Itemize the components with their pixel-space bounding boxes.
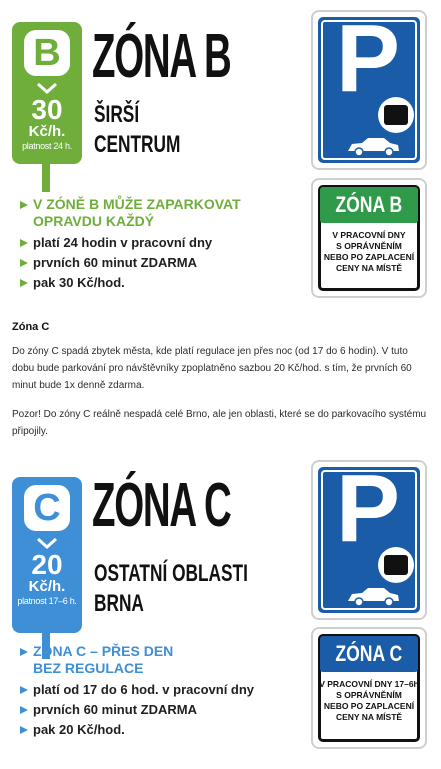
zone-title: ZÓNA B	[92, 22, 231, 91]
subtitle-line: CENTRUM	[94, 131, 181, 158]
car-icon	[344, 585, 402, 607]
parking-sign	[311, 5, 427, 170]
bullet-item: pak 20 Kč/hod.	[18, 720, 254, 740]
bullet-item: platí od 17 do 6 hod. v pracovní dny	[18, 680, 254, 700]
pole-price: 30	[31, 94, 63, 125]
zone-subtitle	[94, 100, 180, 160]
zone-c-pole-sign	[12, 477, 82, 633]
subtitle-line: ŠIRŠÍ	[94, 101, 140, 128]
zone-bullet-list	[18, 196, 241, 293]
chevron-down-icon	[36, 82, 58, 94]
bullet-item: pak 30 Kč/hod.	[18, 273, 241, 293]
paragraph: Pozor! Do zóny C reálně nespadá celé Brno, ale jen oblasti, které se do parkovacího systému připojily.	[12, 409, 427, 437]
pole-letter: B	[24, 30, 70, 76]
pole-unit: Kč/h.	[28, 578, 66, 595]
subtitle-line: BRNA	[94, 590, 144, 617]
parking-p-letter: P	[336, 5, 401, 112]
section-heading: Zóna C	[12, 321, 50, 333]
pole-unit: Kč/h.	[28, 123, 66, 140]
pole-validity: platnost 17–6 h.	[17, 596, 77, 606]
zone-text-sign	[311, 627, 427, 749]
zone-c-infographic	[0, 455, 441, 769]
pole-price: 20	[31, 549, 63, 580]
chevron-down-icon	[36, 537, 58, 549]
parking-p-letter: P	[336, 455, 401, 562]
zone-bullet-list	[18, 643, 254, 740]
zone-sign-conditions: V PRACOVNÍ DNY S OPRÁVNĚNÍM NEBO PO ZAPLACENÍ CENY NA MÍSTĚ	[323, 230, 415, 273]
pole-validity: platnost 24 h.	[22, 141, 72, 151]
zone-text-sign	[311, 178, 427, 298]
zone-b-infographic	[0, 0, 441, 305]
bullet-item: prvních 60 minut ZDARMA	[18, 700, 254, 720]
parking-sign	[311, 455, 427, 620]
parking-meter-icon	[378, 97, 414, 133]
zone-sign-label: ZÓNA B	[320, 187, 418, 223]
parking-meter-icon	[378, 547, 414, 583]
article-section	[12, 319, 432, 452]
zone-sign-label: ZÓNA C	[320, 636, 418, 672]
pole-letter: C	[24, 485, 70, 531]
zone-title: ZÓNA C	[92, 471, 231, 540]
zone-subtitle	[94, 559, 248, 619]
car-icon	[344, 135, 402, 157]
bullet-item: prvních 60 minut ZDARMA	[18, 253, 241, 273]
zone-b-pole-sign	[12, 22, 82, 164]
bullet-highlight: V ZÓNĚ B MŮŽE ZAPARKOVAT OPRAVDU KAŽDÝ	[18, 196, 241, 230]
paragraph: Do zóny C spadá zbytek města, kde platí regulace jen přes noc (od 17 do 6 hodin). V tuto dobu bude parkování pro návštěvníky zpoplatněno sazbou 20 Kč/hod. s tím, že prvních 60 minut bude 1x denně zdarma.	[12, 346, 412, 391]
bullet-highlight: ZÓNA C – PŘES DEN BEZ REGULACE	[18, 643, 254, 677]
subtitle-line: OSTATNÍ OBLASTI	[94, 560, 248, 587]
pole-stick	[42, 164, 50, 192]
zone-sign-conditions: V PRACOVNÍ DNY 17–6h S OPRÁVNĚNÍM NEBO PO ZAPLACENÍ CENY NA MÍSTĚ	[319, 679, 419, 722]
bullet-item: platí 24 hodin v pracovní dny	[18, 233, 241, 253]
